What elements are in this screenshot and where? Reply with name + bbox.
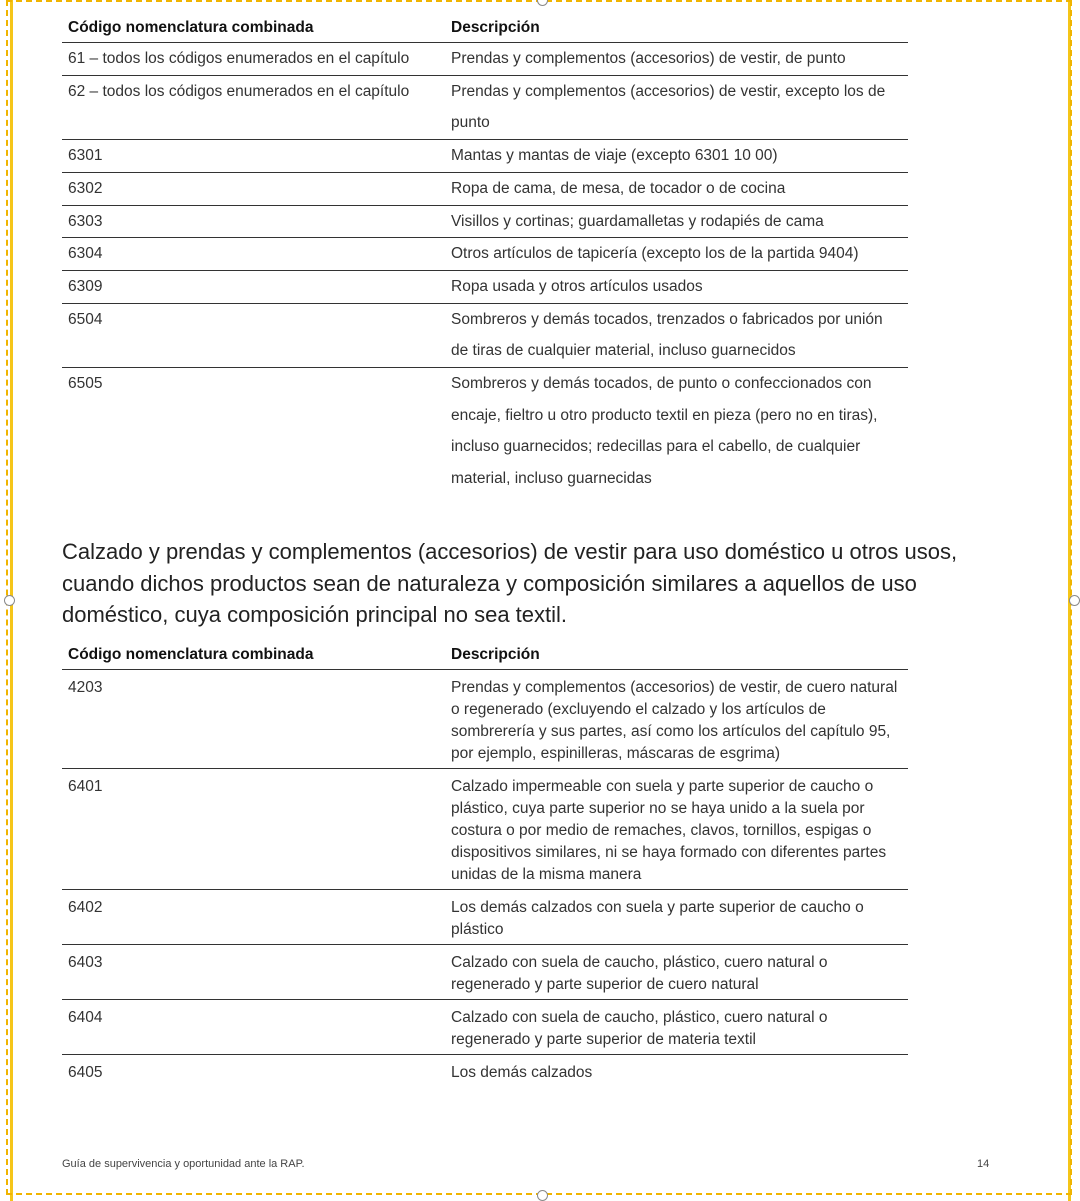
table-header-row bbox=[62, 641, 908, 670]
description-cell: Prendas y complementos (accesorios) de vestir, de cuero natural o regenerado (excluyendo el calzado y los artículos de sombrerería y sus partes, así como los artículos del capítulo 95, por ejemplo, espinilleras, máscaras de esgrima) bbox=[451, 679, 898, 762]
description-cell: Otros artículos de tapicería (excepto los de la partida 9404) bbox=[451, 245, 859, 263]
code-cell: 6401 bbox=[68, 778, 103, 795]
code-cell: 6303 bbox=[68, 212, 103, 230]
description-cell: Sombreros y demás tocados, de punto o confeccionados con encaje, fieltro u otro producto textil en pieza (pero no en tiras), incluso guarnecidos; redecillas para el cabello, de cualquier material, incluso guarnecidas bbox=[451, 375, 878, 488]
page-number: 14 bbox=[977, 1158, 990, 1170]
code-cell: 6405 bbox=[68, 1064, 103, 1081]
resize-handle-left[interactable] bbox=[4, 595, 15, 606]
code-cell: 4203 bbox=[68, 679, 103, 696]
footer-text: Guía de supervivencia y oportunidad ante la RAP. bbox=[62, 1158, 305, 1170]
description-cell: Los demás calzados bbox=[451, 1064, 593, 1081]
table-row bbox=[62, 769, 908, 890]
nomenclature-table-textiles bbox=[62, 14, 908, 495]
table-row bbox=[62, 43, 908, 76]
description-cell: Ropa usada y otros artículos usados bbox=[451, 277, 703, 295]
description-cell: Prendas y complementos (accesorios) de vestir, excepto los de punto bbox=[451, 82, 886, 132]
table-row bbox=[62, 1000, 908, 1055]
code-cell: 62 – todos los códigos enumerados en el capítulo bbox=[68, 82, 410, 100]
resize-handle-bottom[interactable] bbox=[537, 1190, 548, 1201]
code-cell: 6403 bbox=[68, 954, 103, 971]
column-header-description: Descripción bbox=[451, 646, 540, 663]
description-cell: Calzado impermeable con suela y parte superior de caucho o plástico, cuya parte superior no se haya unido a la suela por costura o por medio de remaches, clavos, tornillos, espigas o dispositivos similares, ni se haya formado con diferentes partes unidas de la misma manera bbox=[451, 778, 887, 883]
code-cell: 6402 bbox=[68, 899, 103, 916]
description-cell: Calzado con suela de caucho, plástico, cuero natural o regenerado y parte superior de materia textil bbox=[451, 1009, 828, 1048]
table-row bbox=[62, 945, 908, 1000]
code-cell: 6301 bbox=[68, 147, 103, 165]
table-header-row bbox=[62, 14, 908, 43]
table-row bbox=[62, 1055, 908, 1088]
description-cell: Sombreros y demás tocados, trenzados o fabricados por unión de tiras de cualquier material, incluso guarnecidos bbox=[451, 310, 883, 360]
code-cell: 61 – todos los códigos enumerados en el capítulo bbox=[68, 50, 410, 67]
description-cell: Visillos y cortinas; guardamalletas y rodapiés de cama bbox=[451, 212, 824, 230]
table-row bbox=[62, 238, 908, 271]
code-cell: 6504 bbox=[68, 310, 103, 328]
code-cell: 6304 bbox=[68, 245, 103, 263]
code-cell: 6309 bbox=[68, 277, 103, 295]
column-header-code: Código nomenclatura combinada bbox=[68, 19, 314, 36]
table-row bbox=[62, 303, 908, 367]
code-cell: 6404 bbox=[68, 1009, 103, 1026]
table-row bbox=[62, 890, 908, 945]
code-cell: 6505 bbox=[68, 375, 103, 393]
column-header-description: Descripción bbox=[451, 19, 540, 36]
column-header-code: Código nomenclatura combinada bbox=[68, 646, 314, 663]
code-cell: 6302 bbox=[68, 179, 103, 197]
section-heading: Calzado y prendas y complementos (accesorios) de vestir para uso doméstico u otros usos, cuando dichos productos sean de naturaleza y composición similares a aquellos de uso doméstico, cuya composición principal no sea textil. bbox=[62, 539, 958, 627]
table-row bbox=[62, 270, 908, 303]
description-cell: Calzado con suela de caucho, plástico, cuero natural o regenerado y parte superior de cuero natural bbox=[451, 954, 828, 993]
nomenclature-table-footwear bbox=[62, 641, 908, 1087]
table-row bbox=[62, 205, 908, 238]
table-row bbox=[62, 670, 908, 769]
table-row bbox=[62, 368, 908, 495]
description-cell: Los demás calzados con suela y parte superior de caucho o plástico bbox=[451, 899, 864, 938]
description-cell: Mantas y mantas de viaje (excepto 6301 10 00) bbox=[451, 147, 778, 165]
description-cell: Ropa de cama, de mesa, de tocador o de cocina bbox=[451, 179, 786, 197]
table-row bbox=[62, 140, 908, 173]
table-row bbox=[62, 172, 908, 205]
resize-handle-right[interactable] bbox=[1069, 595, 1080, 606]
description-cell: Prendas y complementos (accesorios) de vestir, de punto bbox=[451, 50, 846, 67]
table-row bbox=[62, 75, 908, 139]
